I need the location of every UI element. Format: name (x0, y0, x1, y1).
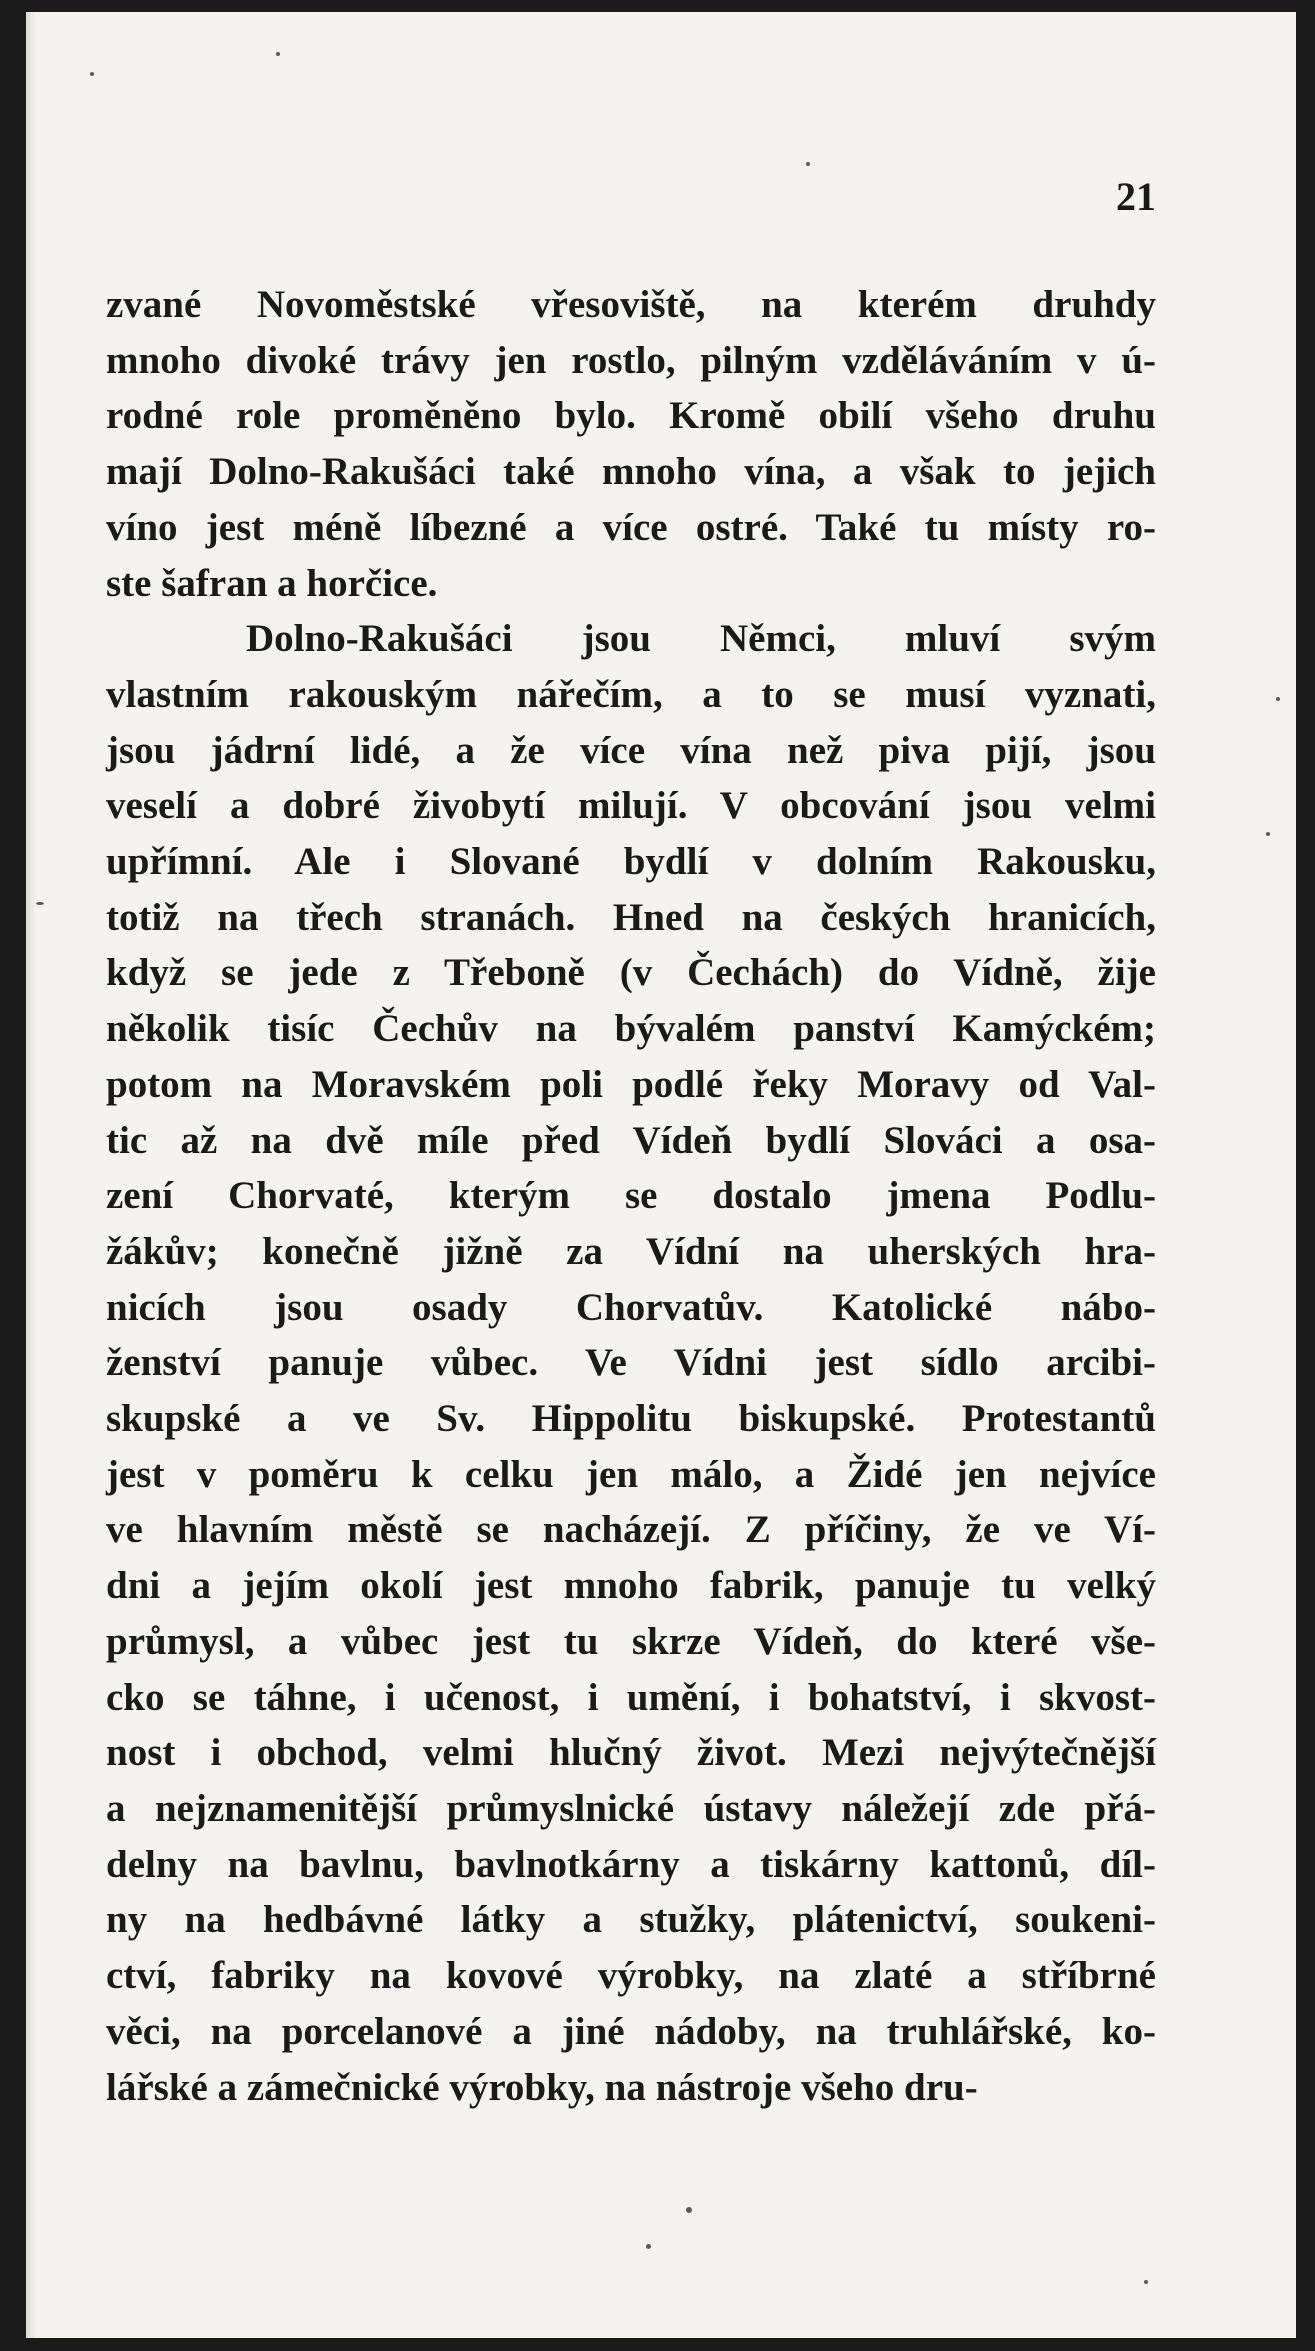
text-line: cko se táhne, i učenost, i umění, i bohatství, i skvost- (106, 1675, 1156, 1719)
text-line: dni a jejím okolí jest mnoho fabrik, panuje tu velký (106, 1564, 1156, 1608)
paper-speck (276, 52, 280, 56)
text-line: věci, na porcelanové a jiné nádoby, na truhlářské, ko- (106, 2009, 1156, 2053)
paper-speck (36, 902, 44, 905)
text-line: ctví, fabriky na kovové výrobky, na zlaté a stříbrné (106, 1954, 1156, 1998)
text-line: několik tisíc Čechův na bývalém panství Kamýckém; (106, 1007, 1156, 1051)
text-line: ste šafran a horčice. (106, 561, 438, 605)
text-line: jest v poměru k celku jen málo, a Židé jen nejvíce (106, 1452, 1156, 1496)
paper-speck (1276, 697, 1280, 701)
text-line: ženství panuje vůbec. Ve Vídni jest sídlo arcibi- (106, 1341, 1156, 1385)
text-line: lářské a zámečnické výrobky, na nástroje všeho dru- (106, 2065, 978, 2109)
text-line: a nejznamenitější průmyslnické ústavy náležejí zde přá- (106, 1786, 1156, 1830)
text-line: zení Chorvaté, kterým se dostalo jmena Podlu- (106, 1174, 1156, 1218)
text-line: vlastním rakouským nářečím, a to se musí vyznati, (106, 672, 1156, 716)
text-line: veselí a dobré živobytí milují. V obcování jsou velmi (106, 784, 1156, 828)
text-line: tic až na dvě míle před Vídeň bydlí Slováci a osa- (106, 1118, 1156, 1162)
book-page (26, 12, 1296, 2338)
paper-speck (90, 72, 94, 76)
text-line: když se jede z Třeboně (v Čechách) do Vídně, žije (106, 951, 1156, 995)
text-line: mají Dolno-Rakušáci také mnoho vína, a však to jejich (106, 450, 1156, 494)
paper-speck (686, 2207, 692, 2213)
paper-speck (646, 2244, 651, 2249)
text-line: průmysl, a vůbec jest tu skrze Vídeň, do které vše- (106, 1619, 1156, 1663)
text-line: upřímní. Ale i Slované bydlí v dolním Rakousku, (106, 840, 1156, 884)
body-text (106, 277, 1156, 2115)
text-line: rodné role proměněno bylo. Kromě obilí všeho druhu (106, 394, 1156, 438)
text-line: jsou jádrní lidé, a že více vína než piva pijí, jsou (106, 728, 1156, 772)
paper-speck (1266, 832, 1270, 836)
text-line: totiž na třech stranách. Hned na českých hranicích, (106, 895, 1156, 939)
text-line: potom na Moravském poli podlé řeky Moravy od Val- (106, 1062, 1156, 1106)
text-line: ny na hedbávné látky a stužky, plátenictví, soukeni- (106, 1898, 1156, 1942)
text-line: zvané Novoměstské vřesoviště, na kterém druhdy (106, 283, 1156, 326)
text-line: žákův; konečně jižně za Vídní na uherských hra- (106, 1229, 1156, 1273)
text-line: mnoho divoké trávy jen rostlo, pilným vzděláváním v ú- (106, 338, 1156, 382)
text-line: nicích jsou osady Chorvatův. Katolické nábo- (106, 1285, 1156, 1329)
text-line: víno jest méně líbezné a více ostré. Také tu místy ro- (106, 505, 1156, 549)
paper-speck (806, 162, 810, 166)
text-line: Dolno-Rakušáci jsou Němci, mluví svým (246, 617, 1156, 661)
text-line: ve hlavním městě se nacházejí. Z příčiny, že ve Ví- (106, 1508, 1156, 1552)
text-line: delny na bavlnu, bavlnotkárny a tiskárny kattonů, díl- (106, 1842, 1156, 1886)
paper-speck (1144, 2280, 1148, 2284)
text-line: skupské a ve Sv. Hippolitu biskupské. Protestantů (106, 1397, 1156, 1441)
page-number: 21 (1116, 174, 1156, 219)
text-line: nost i obchod, velmi hlučný život. Mezi nejvýtečnější (106, 1731, 1156, 1775)
